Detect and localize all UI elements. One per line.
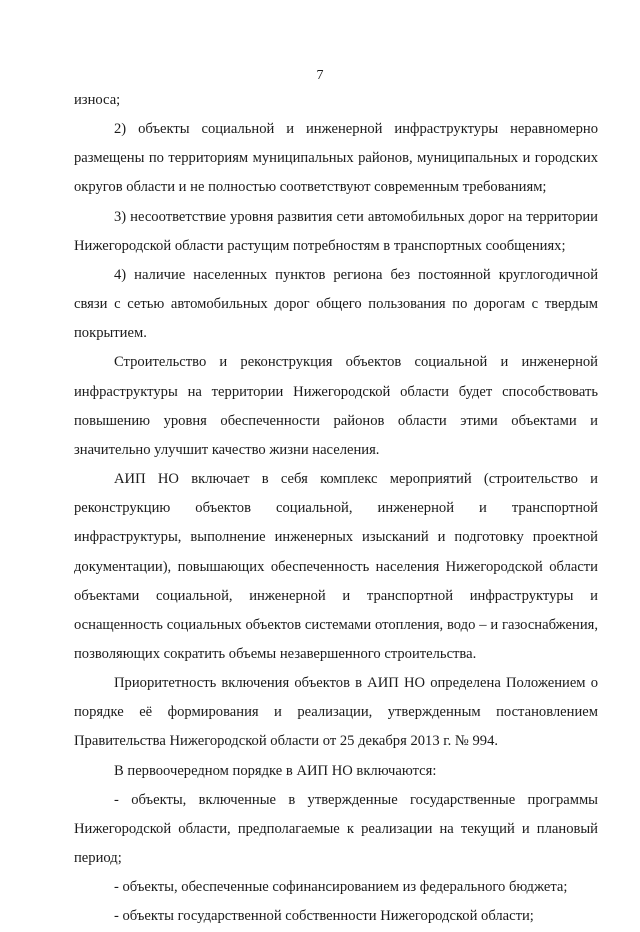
paragraph-priority: Приоритетность включения объектов в АИП НО определена Положением о порядке её формирования и реализации, утвержденным постановлением Правительства Нижегородской области от 25 декабря 2013 г. № 994. [74, 675, 598, 750]
paragraph-construction: Строительство и реконструкция объектов социальной и инженерной инфраструктуры на территории Нижегородской области будет способствовать повышению уровня обеспеченности районов области этими объектами и значительно улучшит качество жизни населения. [74, 354, 598, 458]
bullet-federal-cofinancing: - объекты, обеспеченные софинансированием из федерального бюджета; [114, 879, 568, 896]
paragraph-aip-scope: АИП НО включает в себя комплекс мероприятий (строительство и реконструкцию объектов социальной, инженерной и транспортной инфраструктуры, выполнение инженерных изысканий и подготовку проектной документации), повышающих обеспеченность населения Нижегородской области объектами социальной, инженерной и транспортной инфраструктуры и оснащенность социальных объектов системами отопления, водо – и газоснабжения, позволяющих сократить объемы незавершенного строительства. [74, 471, 598, 662]
bullet-state-programs: - объекты, включенные в утвержденные государственные программы Нижегородской области, предполагаемые к реализации на текущий и плановый период; [74, 791, 598, 867]
document-body [74, 86, 598, 932]
bullet-state-property: - объекты государственной собственности Нижегородской области; [114, 908, 534, 925]
page-number: 7 [316, 68, 324, 83]
list-item-2: 2) объекты социальной и инженерной инфраструктуры неравномерно размещены по территориям муниципальных районов, муниципальных и городских округов области и не полностью соответствуют современным требованиям; [74, 121, 598, 196]
paragraph-first-priority-intro: В первоочередном порядке в АИП НО включаются: [114, 762, 437, 779]
list-item-4: 4) наличие населенных пунктов региона без постоянной круглогодичной связи с сетью автомобильных дорог общего пользования по дорогам с твердым покрытием. [74, 266, 598, 342]
list-item-3: 3) несоответствие уровня развития сети автомобильных дорог на территории Нижегородской области растущим потребностям в транспортных сообщениях; [74, 208, 598, 254]
paragraph-continuation: износа; [74, 92, 121, 108]
